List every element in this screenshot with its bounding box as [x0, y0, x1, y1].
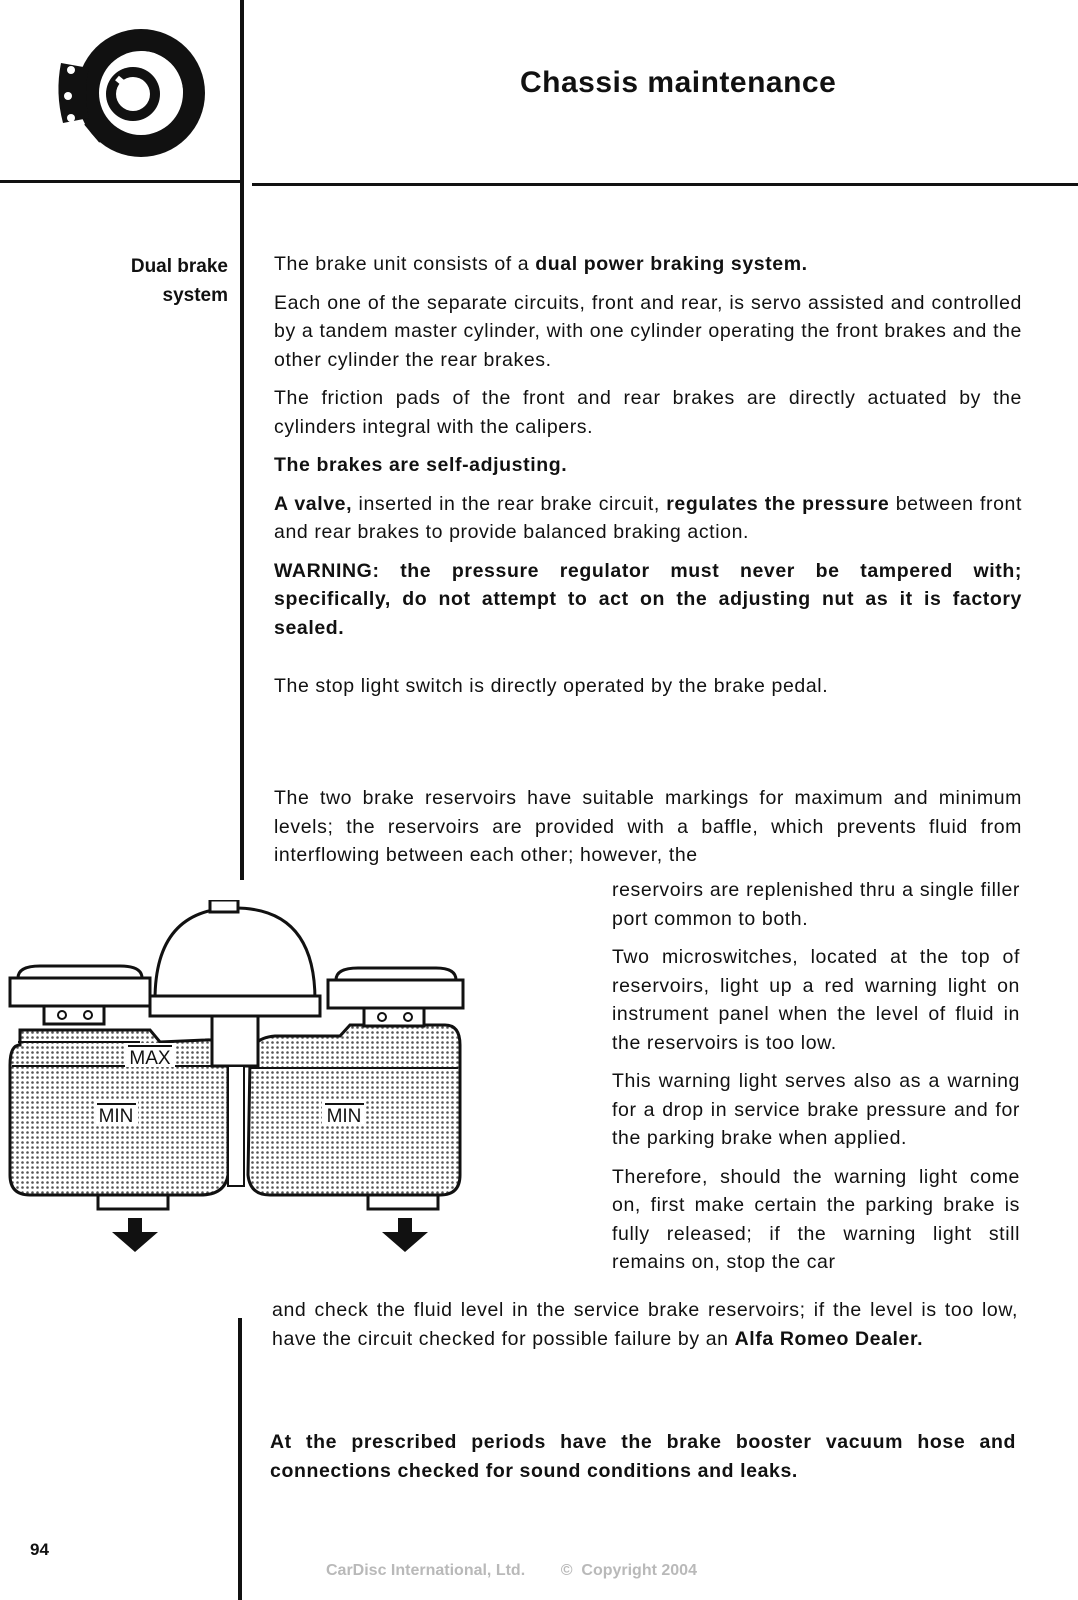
paragraph-dealer-text: and check the fluid level in the service brake reservoirs; if the level is too low, have the circuit checked for possible failure by an [272, 1299, 1018, 1350]
paragraph-dealer-bold: Alfa Romeo Dealer. [734, 1327, 924, 1350]
text-block-right-column [612, 876, 1020, 1287]
text-block-top [274, 250, 1022, 652]
paragraph-intro-bold: dual power braking system. [535, 253, 808, 275]
paragraph-therefore: Therefore, should the warning light come on, first make certain the parking brake is fully released; if the warning light still remains on, stop the car [612, 1165, 1020, 1273]
paragraph-stop-light: The stop light switch is directly operated by the brake pedal. [274, 675, 829, 697]
paragraph-dealer [272, 1296, 1018, 1353]
paragraph-filler-port: reservoirs are replenished thru a single filler port common to both. [612, 879, 1020, 930]
brake-reservoir-diagram [0, 900, 470, 1290]
section-heading-line2: system [162, 285, 228, 306]
paragraph-self-adjusting: The brakes are self-adjusting. [274, 454, 568, 476]
paragraph-warning-light: This warning light serves also as a warning for a drop in service brake pressure and for the parking brake when applied. [612, 1070, 1020, 1149]
paragraph-warning: WARNING: the pressure regulator must never be tampered with; specifically, do not attempt to act on the adjusting nut as it is factory sealed. [274, 559, 1022, 639]
paragraph-intro-text: The brake unit consists of a [274, 253, 536, 275]
paragraph-valve-text1: inserted in the rear brake circuit, [352, 492, 667, 515]
header-rule-right [252, 183, 1078, 186]
section-heading [60, 252, 228, 310]
section-heading-line1: Dual brake [130, 256, 228, 277]
page-title: Chassis maintenance [520, 66, 837, 99]
label-min-right: MIN [326, 1106, 362, 1127]
brake-disc-logo [55, 18, 215, 166]
paragraph-reservoirs: The two brake reservoirs have suitable markings for maximum and minimum levels; the reservoirs are provided with a baffle, which prevents fluid from interflowing between each other; however, the [274, 787, 1022, 866]
paragraph-valve-text2: between front and rear brakes to provide balanced braking action. [274, 492, 1023, 543]
paragraph-microswitches: Two microswitches, located at the top of reservoirs, light up a red warning light on instrument panel when the level of fluid in the reservoirs is too low. [612, 946, 1020, 1054]
label-max: MAX [129, 1048, 171, 1069]
paragraph-friction-pads: The friction pads of the front and rear brakes are directly actuated by the cylinders integral with the calipers. [274, 387, 1022, 438]
paragraph-intro [274, 250, 1022, 279]
paragraph-valve-bold2: regulates the pressure [666, 492, 890, 515]
header-rule-left [0, 180, 240, 183]
copyright-footer: CarDisc International, Ltd. © Copyright 2004 [326, 1562, 697, 1579]
paragraph-circuits: Each one of the separate circuits, front and rear, is servo assisted and controlled by a tandem master cylinder, with one cylinder operating the front brakes and the other cylinder the rear brakes. [274, 291, 1022, 371]
page-number: 94 [30, 1540, 49, 1559]
vertical-rule-top [240, 0, 244, 880]
paragraph-valve [274, 490, 1022, 547]
paragraph-valve-bold1: A valve, [274, 492, 353, 515]
label-min-left: MIN [98, 1106, 134, 1127]
paragraph-booster-check: At the prescribed periods have the brake booster vacuum hose and connections checked for sound conditions and leaks. [270, 1431, 1016, 1482]
vertical-rule-bottom [238, 1318, 242, 1600]
